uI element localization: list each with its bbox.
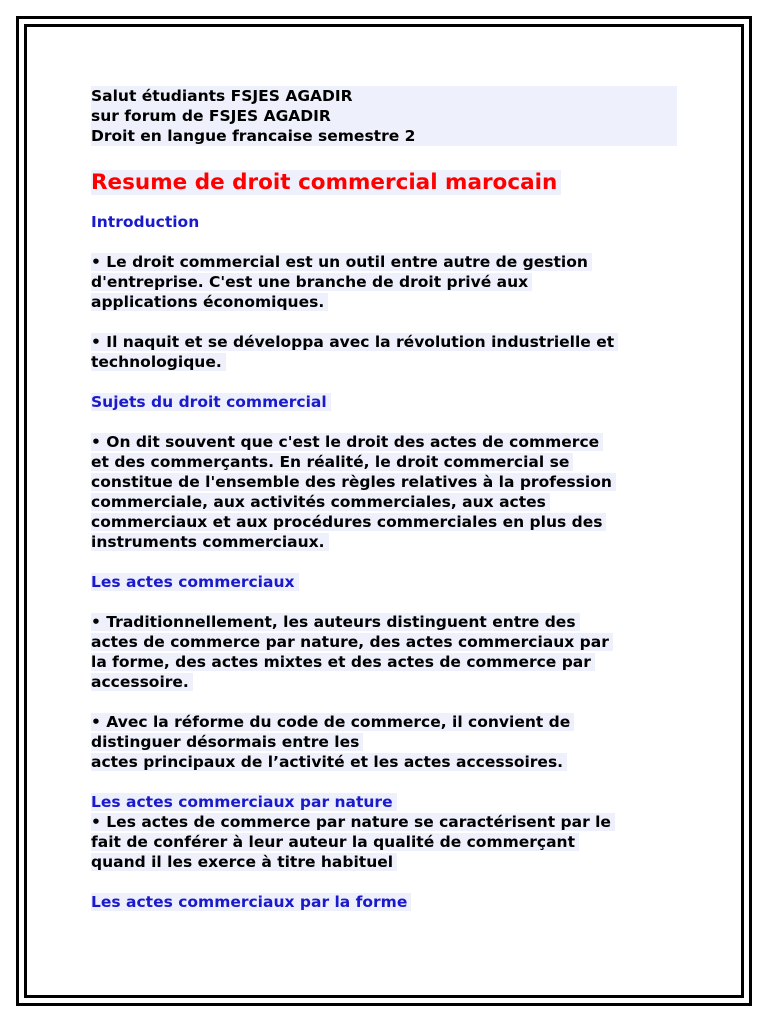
section-heading-actes: Les actes commerciaux — [91, 572, 681, 592]
header-line: Droit en langue francaise semestre 2 — [91, 127, 416, 145]
header-line: Salut étudiants FSJES AGADIR — [91, 87, 353, 105]
section-heading-nature: Les actes commerciaux par nature — [91, 792, 681, 812]
header-line: sur forum de FSJES AGADIR — [91, 107, 331, 125]
document-body — [91, 86, 681, 912]
section-heading-sujets: Sujets du droit commercial — [91, 392, 681, 412]
paragraph: • Le droit commercial est un outil entre autre de gestion d'entreprise. C'est une branche de droit privé aux applications économiques. — [91, 252, 681, 312]
section-heading-forme: Les actes commerciaux par la forme — [91, 892, 681, 912]
document-title: Resume de droit commercial marocain — [91, 168, 681, 198]
paragraph: • Avec la réforme du code de commerce, il convient de distinguer désormais entre les actes principaux de l’activité et les actes accessoires. — [91, 712, 681, 772]
paragraph: • Il naquit et se développa avec la révolution industrielle et technologique. — [91, 332, 681, 372]
paragraph: • On dit souvent que c'est le droit des actes de commerce et des commerçants. En réalité, le droit commercial se constitue de l'ensemble des règles relatives à la profession commerciale, aux activités commerciales, aux actes commerciaux et aux procédures commerciales en plus des instruments commerciaux. — [91, 432, 681, 552]
paragraph: • Les actes de commerce par nature se caractérisent par le fait de conférer à leur auteur la qualité de commerçant quand il les exerce à titre habituel — [91, 812, 681, 872]
section-heading-introduction: Introduction — [91, 213, 200, 231]
paragraph: • Traditionnellement, les auteurs distinguent entre des actes de commerce par nature, des actes commerciaux par la forme, des actes mixtes et des actes de commerce par accessoire. — [91, 612, 681, 692]
header-block — [91, 86, 677, 146]
